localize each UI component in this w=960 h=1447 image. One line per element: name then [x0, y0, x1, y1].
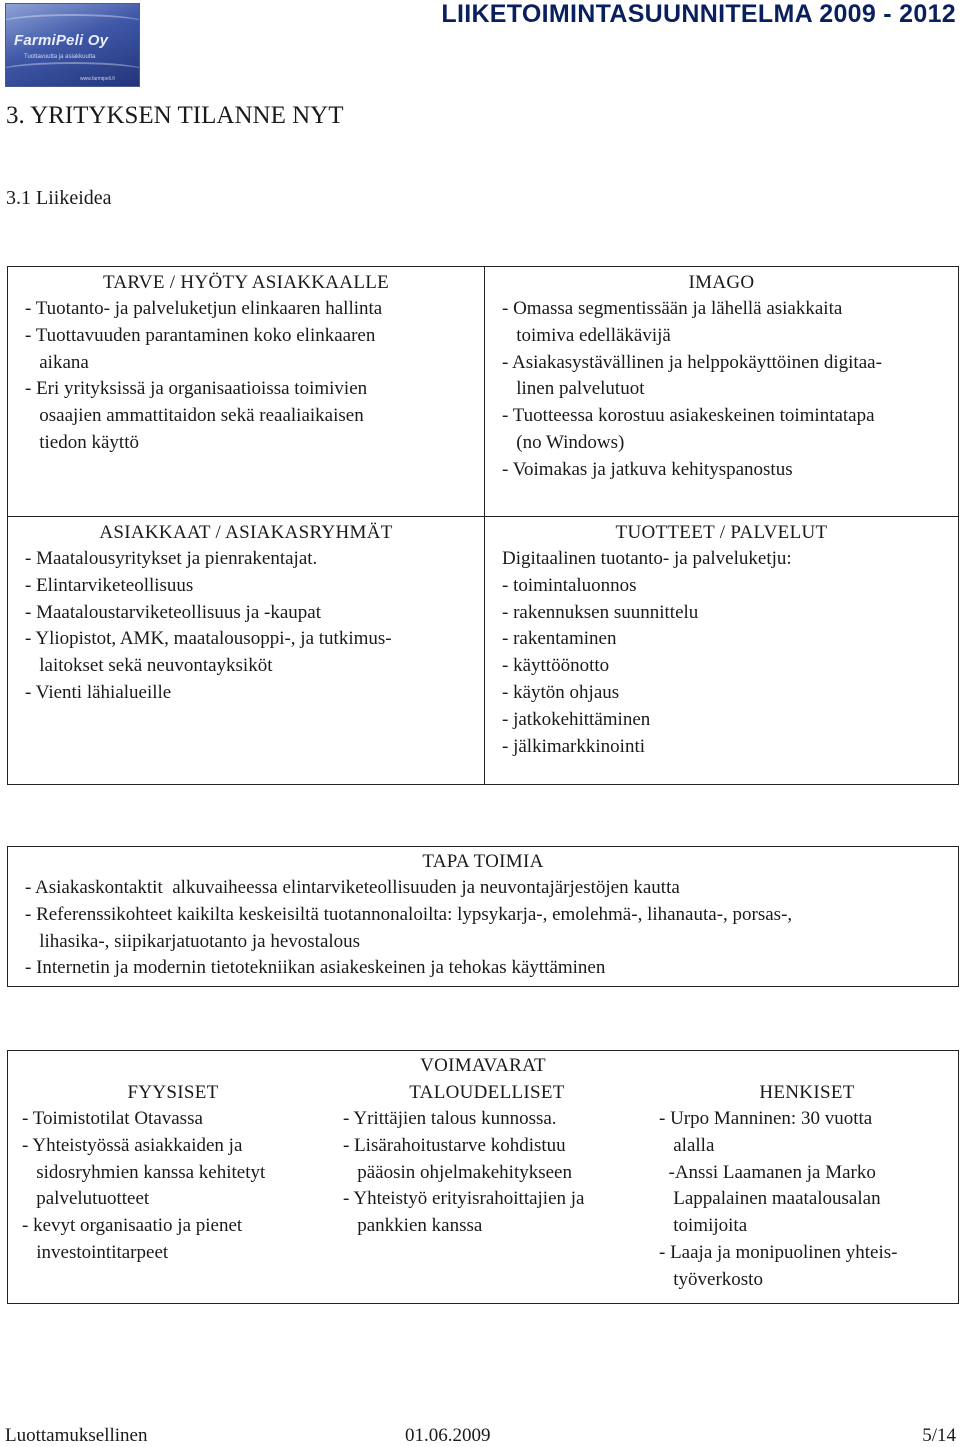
list-item: Lappalainen maatalousalan	[659, 1188, 881, 1210]
imago-cell	[485, 267, 959, 517]
list-item: - Omassa segmentissään ja lähellä asiakkaita	[502, 298, 843, 319]
list-item: - Yhteistyö erityisrahoittajien ja	[343, 1188, 585, 1210]
tapa-toimia-heading: TAPA TOIMIA	[422, 851, 544, 872]
list-item: (no Windows)	[502, 431, 625, 453]
liikeidea-table	[7, 266, 959, 785]
list-item: pääosin ohjelmakehitykseen	[343, 1161, 572, 1183]
list-item: - jatkokehittäminen	[502, 708, 651, 730]
list-item: - Maataloustarviketeollisuus ja -kaupat	[25, 601, 321, 623]
list-item: - rakentaminen	[502, 628, 617, 650]
tarve-heading: TARVE / HYÖTY ASIAKKAALLE	[102, 272, 390, 293]
list-item: - Vienti lähialueille	[25, 681, 172, 703]
henkiset-heading: HENKISET	[759, 1082, 855, 1103]
company-logo	[5, 3, 140, 87]
list-item: Digitaalinen tuotanto- ja palveluketju:	[502, 548, 792, 569]
list-item: osaajien ammattitaidon sekä reaaliaikaisen	[25, 405, 364, 427]
footer-confidential: Luottamuksellinen	[5, 1425, 148, 1446]
logo-url: www.farmipeli.fi	[80, 76, 115, 82]
list-item: - Urpo Manninen: 30 vuotta	[659, 1108, 873, 1129]
list-item: - Asiakasystävällinen ja helppokäyttöinen digitaa-	[502, 351, 882, 373]
footer-page-number: 5/14	[922, 1425, 956, 1446]
imago-lines	[485, 296, 958, 484]
list-item: - Asiakaskontaktit alkuvaiheessa elintarviketeollisuuden ja neuvontajärjestöjen kautta	[25, 877, 680, 898]
voimavarat-table	[7, 1050, 959, 1304]
taloudelliset-lines	[328, 1106, 646, 1240]
list-item: - käytön ohjaus	[502, 681, 620, 703]
logo-text: FarmiPeli Oy	[14, 32, 109, 49]
tuotteet-heading: TUOTTEET / PALVELUT	[615, 522, 828, 543]
list-item: linen palvelutuot	[502, 378, 645, 400]
list-item: - Internetin ja modernin tietotekniikan asiakeskeinen ja tehokas käyttäminen	[25, 957, 606, 979]
list-item: - käyttöönotto	[502, 655, 610, 677]
list-item: työverkosto	[659, 1268, 763, 1290]
footer-date: 01.06.2009	[405, 1425, 491, 1446]
list-item: - Laaja ja monipuolinen yhteis-	[659, 1241, 898, 1263]
list-item: - Eri yrityksissä ja organisaatioissa toimivien	[25, 378, 368, 400]
asiakkaat-lines	[8, 546, 484, 707]
tapa-toimia-cell	[8, 847, 959, 987]
voimavarat-heading: VOIMAVARAT	[420, 1055, 546, 1076]
list-item: - kevyt organisaatio ja pienet	[22, 1215, 243, 1237]
list-item: - Voimakas ja jatkuva kehityspanostus	[502, 458, 793, 480]
list-item: lihasika-, siipikarjatuotanto ja hevostalous	[25, 930, 361, 952]
list-item: - jälkimarkkinointi	[502, 735, 646, 757]
fyysiset-lines	[8, 1106, 328, 1267]
list-item: pankkien kanssa	[343, 1215, 483, 1237]
list-item: - Tuotanto- ja palveluketjun elinkaaren hallinta	[25, 298, 383, 319]
list-item: - Elintarviketeollisuus	[25, 574, 194, 596]
list-item: - Yliopistot, AMK, maatalousoppi-, ja tutkimus-	[25, 628, 392, 650]
tuotteet-cell	[485, 517, 959, 785]
list-item: - Referenssikohteet kaikilta keskeisiltä tuotannonaloilta: lypsykarja-, emolehmä-, lihanauta-, porsas-,	[25, 903, 793, 925]
imago-heading: IMAGO	[688, 272, 755, 293]
list-item: - Tuottavuuden parantaminen koko elinkaaren	[25, 324, 376, 346]
list-item: alalla	[659, 1134, 715, 1156]
henkiset-column	[646, 1079, 958, 1294]
list-item: aikana	[25, 351, 89, 373]
list-item: - Maatalousyritykset ja pienrakentajat.	[25, 548, 318, 569]
list-item: laitokset sekä neuvontayksiköt	[25, 655, 273, 677]
voimavarat-columns	[8, 1079, 958, 1294]
taloudelliset-heading: TALOUDELLISET	[409, 1082, 565, 1103]
taloudelliset-column	[328, 1079, 646, 1294]
list-item: - Lisärahoitustarve kohdistuu	[343, 1134, 566, 1156]
list-item: toimijoita	[659, 1215, 748, 1237]
list-item: tiedon käyttö	[25, 431, 139, 453]
tarve-cell	[8, 267, 485, 517]
list-item: investointitarpeet	[22, 1241, 169, 1263]
list-item: -Anssi Laamanen ja Marko	[659, 1161, 876, 1183]
tuotteet-lines	[485, 546, 958, 760]
list-item: palvelutuotteet	[22, 1188, 150, 1210]
tarve-lines	[8, 296, 484, 457]
asiakkaat-heading: ASIAKKAAT / ASIAKASRYHMÄT	[99, 522, 393, 543]
list-item: - Yhteistyössä asiakkaiden ja	[22, 1134, 243, 1156]
fyysiset-heading: FYYSISET	[127, 1082, 219, 1103]
asiakkaat-cell	[8, 517, 485, 785]
tapa-toimia-table	[7, 846, 959, 987]
document-title: LIIKETOIMINTASUUNNITELMA 2009 - 2012	[441, 0, 956, 28]
logo-subtext: Tuottavuutta ja asiakkuutta	[24, 54, 96, 60]
henkiset-lines	[646, 1106, 958, 1294]
list-item: - toimintaluonnos	[502, 574, 637, 596]
list-item: - Yrittäjien talous kunnossa.	[343, 1108, 557, 1129]
fyysiset-column	[8, 1079, 328, 1294]
list-item: - rakennuksen suunnittelu	[502, 601, 699, 623]
list-item: - Toimistotilat Otavassa	[22, 1108, 203, 1129]
voimavarat-cell	[8, 1051, 959, 1304]
tapa-toimia-lines	[8, 875, 958, 982]
section-title: 3. YRITYKSEN TILANNE NYT	[6, 102, 344, 129]
list-item: sidosryhmien kanssa kehitetyt	[22, 1161, 266, 1183]
subsection-title: 3.1 Liikeidea	[6, 187, 112, 209]
list-item: toimiva edelläkävijä	[502, 324, 671, 346]
list-item: - Tuotteessa korostuu asiakeskeinen toimintatapa	[502, 405, 875, 427]
